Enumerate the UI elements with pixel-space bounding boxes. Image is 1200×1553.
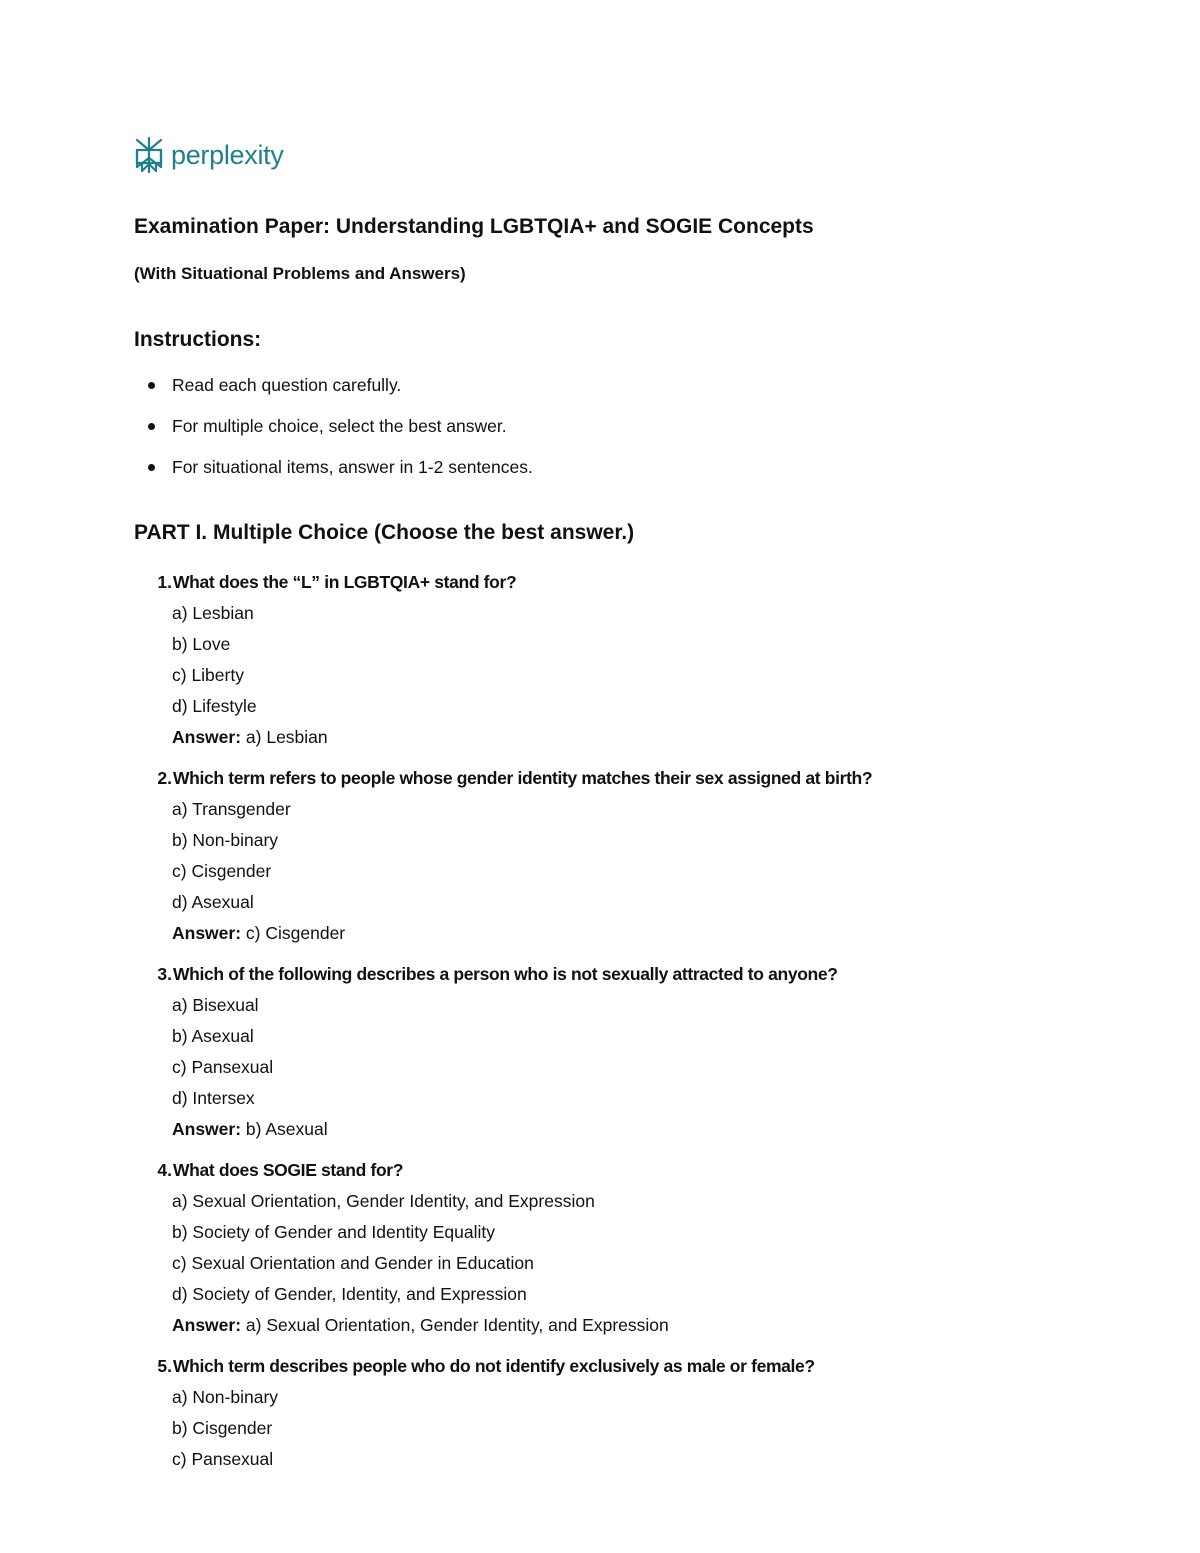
answer-option: c) Pansexual (172, 1057, 274, 1077)
correct-answer (134, 918, 872, 949)
answer-option: b) Love (172, 634, 231, 654)
answer-option: b) Cisgender (172, 1418, 273, 1438)
question-text: Which term refers to people whose gender identity matches their sex assigned at birth? (173, 768, 873, 788)
answer-option: c) Liberty (172, 665, 244, 685)
answer-value: b) Asexual (245, 1119, 328, 1139)
answer-option: b) Non-binary (172, 830, 279, 850)
question-item (134, 567, 872, 753)
question-text: Which term describes people who do not identify exclusively as male or female? (173, 1356, 815, 1376)
answer-option: b) Asexual (172, 1026, 254, 1046)
answer-option: c) Cisgender (172, 861, 272, 881)
question-number: 5. (157, 1356, 172, 1376)
question-item (134, 959, 872, 1145)
answer-option: d) Lifestyle (172, 696, 257, 716)
question-item (134, 1351, 872, 1475)
perplexity-logo-icon (134, 136, 164, 174)
question-number: 3. (157, 964, 172, 984)
answer-option: d) Intersex (172, 1088, 255, 1108)
instruction-item: For situational items, answer in 1-2 sentences. (134, 453, 533, 494)
question-item (134, 763, 872, 949)
answer-option: a) Non-binary (172, 1387, 279, 1407)
correct-answer (134, 722, 872, 753)
answer-option: d) Asexual (172, 892, 254, 912)
answer-option: c) Sexual Orientation and Gender in Education (172, 1253, 534, 1273)
document-title: Examination Paper: Understanding LGBTQIA+ and SOGIE Concepts (134, 215, 814, 238)
correct-answer (134, 1310, 872, 1341)
answer-value: c) Cisgender (245, 923, 346, 943)
correct-answer (134, 1114, 872, 1145)
answer-option: c) Pansexual (172, 1449, 274, 1469)
answer-value: a) Sexual Orientation, Gender Identity, and Expression (245, 1315, 669, 1335)
question-text: Which of the following describes a person who is not sexually attracted to anyone? (173, 964, 838, 984)
instruction-item: Read each question carefully. (134, 371, 533, 412)
document-subtitle: (With Situational Problems and Answers) (134, 264, 466, 283)
answer-option: a) Bisexual (172, 995, 259, 1015)
part1-heading: PART I. Multiple Choice (Choose the best answer.) (134, 521, 635, 544)
question-text: What does SOGIE stand for? (173, 1160, 404, 1180)
question-text: What does the “L” in LGBTQIA+ stand for? (173, 572, 517, 592)
answer-option: a) Sexual Orientation, Gender Identity, and Expression (172, 1191, 595, 1211)
question-item (134, 1155, 872, 1341)
answer-label: Answer: (172, 1119, 242, 1139)
instructions-heading: Instructions: (134, 328, 262, 351)
question-number: 4. (157, 1160, 172, 1180)
answer-option: a) Transgender (172, 799, 291, 819)
questions-list (134, 567, 872, 1485)
brand-name: perplexity (171, 140, 284, 170)
instructions-list (134, 371, 533, 494)
answer-value: a) Lesbian (245, 727, 328, 747)
instruction-item: For multiple choice, select the best answer. (134, 412, 533, 453)
answer-option: b) Society of Gender and Identity Equality (172, 1222, 495, 1242)
answer-option: a) Lesbian (172, 603, 254, 623)
answer-option: d) Society of Gender, Identity, and Expression (172, 1284, 527, 1304)
brand-logo (134, 136, 284, 174)
question-number: 2. (157, 768, 172, 788)
answer-label: Answer: (172, 727, 242, 747)
answer-label: Answer: (172, 923, 242, 943)
question-number: 1. (157, 572, 172, 592)
answer-label: Answer: (172, 1315, 242, 1335)
